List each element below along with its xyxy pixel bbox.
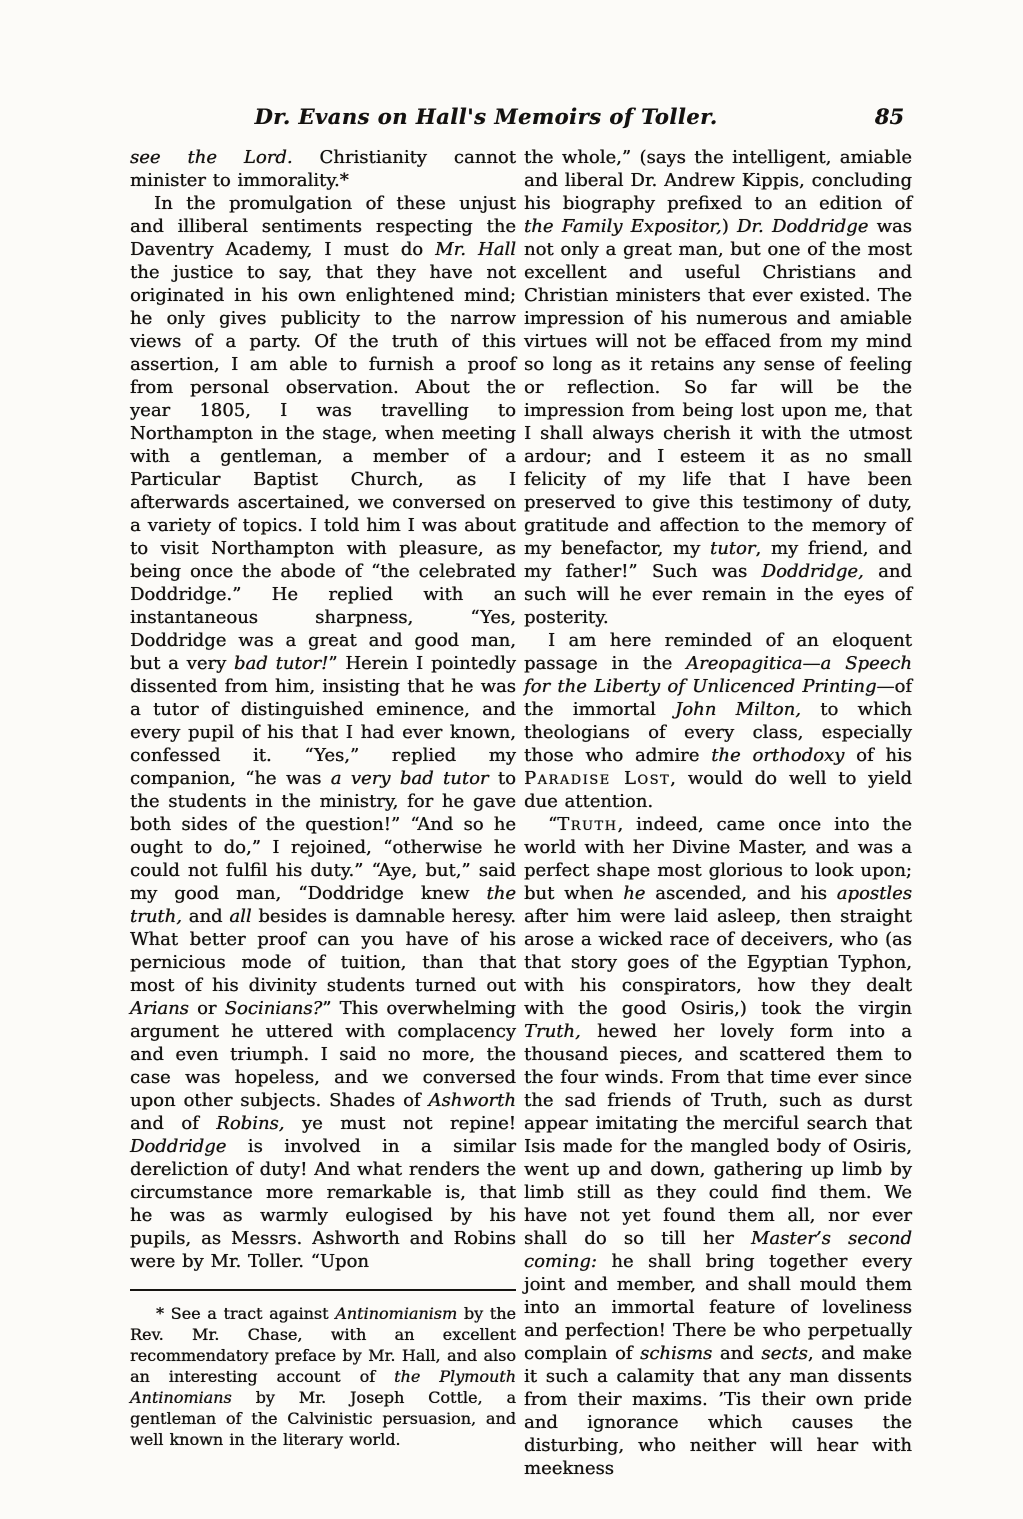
text-run: after him were laid asleep, then straight arose a wicked race of deceivers, who (as that story goes of the Egyptian Typhon, with his conspirators, how they dealt with the good Osiris,) took the virgin (524, 906, 912, 1019)
column-left (130, 146, 516, 1450)
text-run: Paradise Lost (524, 768, 671, 789)
page-number: 85 (874, 104, 904, 129)
column-right-text (524, 146, 912, 1480)
text-run: sects (761, 1343, 808, 1364)
text-run: see the Lord. (130, 147, 293, 168)
text-run: , would do well to yield due attention. (524, 768, 912, 812)
text-run: ” This overwhelming argument he uttered with complacency and even triumph. I said no more, the case was hopeless, and we conversed upon other subjects. Shades of (130, 998, 516, 1111)
text-run: he shall bring together every joint and member, and shall mould them into an immortal feature of loveliness and perfection! There be who perpetually complain of (524, 1251, 912, 1364)
text-run: and such will he ever remain in the eyes of posterity. (524, 561, 912, 628)
paragraph (524, 146, 912, 629)
text-run: John Milton, (675, 699, 801, 720)
text-run: schisms (640, 1343, 713, 1364)
text-run: Areopagitica—a Speech for the Liberty of Unlicenced Printing (524, 653, 912, 697)
text-run: , my friend, and my father!” Such was (524, 538, 913, 582)
text-run: ye must not repine! (284, 1113, 516, 1134)
text-run: the Family Expositor, (524, 216, 722, 237)
paragraph (130, 1303, 516, 1450)
text-run: hewed her lovely form into a thousand pieces, and scattered them to the four winds. From that time ever since the sad friends of Truth, such as durst appear imitating the merciful search that Isis made for the mangled body of Osiris, went up and down, gathering up limb by limb still as they could find them. We have not yet found them all, nor ever shall do so till her (524, 1021, 912, 1249)
text-run: and (712, 1343, 762, 1364)
text-run: a very bad tutor (330, 768, 489, 789)
text-run: is involved in a similar dereliction of duty! And what renders the circumstance more remarkable is, that he was as warmly eulogised by his pupils, as Messrs. Ashworth and Robins were by Mr. Toller. “Upon (130, 1136, 516, 1272)
footnote-block (130, 1289, 516, 1450)
text-run: Antinomianism (335, 1304, 458, 1323)
text-run: and of (130, 1113, 217, 1134)
text-run: ascended, and his (645, 883, 837, 904)
text-run: Dr. Doddridge (737, 216, 869, 237)
text-run: bad tutor! (234, 653, 329, 674)
text-run: I am here reminded of an eloquent passage in the (524, 630, 912, 674)
text-run: all (229, 906, 252, 927)
text-run: Socinians? (224, 998, 323, 1019)
text-run: Ashworth (428, 1090, 516, 1111)
running-title: Dr. Evans on Hall's Memoirs of Toller. (254, 104, 718, 129)
text-run: the Plymouth Antinomians (130, 1367, 516, 1407)
text-run: Arians (130, 998, 189, 1019)
text-run: —of the immortal (524, 676, 912, 720)
text-run: to which theologians of every class, especially those who admire (524, 699, 912, 766)
text-run: apostles (836, 883, 912, 904)
text-run: Doddridge (130, 1136, 227, 1157)
paragraph (524, 629, 912, 813)
text-run: Robins, (216, 1113, 285, 1134)
footnote-rule (130, 1289, 516, 1291)
text-run: , and make it such a calamity that any man dissents from their maxims. ’Tis their own pride and ignorance which causes the disturbing, who neither will hear with meekness (524, 1343, 912, 1479)
page-header (130, 104, 912, 138)
text-run: ” Herein I pointedly dissented from him, insisting that he was a tutor of distinguished eminence, and every pupil of his that I had ever known, confessed it. “Yes,” replied my companion, “he was (130, 653, 516, 789)
text-run: * See a tract against (156, 1304, 336, 1323)
text-run: besides is damnable heresy. What better proof can you have of his pernicious mode of tuition, than that most of his divinity students turned out (130, 906, 516, 996)
text-run: by the Rev. Mr. Chase, with an excellent recommendatory preface by Mr. Hall, and also an interesting account of (130, 1304, 516, 1386)
paragraph (524, 813, 912, 1480)
paragraph (130, 146, 516, 192)
text-run: Master’s second coming: (524, 1228, 912, 1272)
text-run: of his (844, 745, 913, 766)
text-run: and (181, 906, 230, 927)
column-right (524, 146, 912, 1480)
text-run: to the students in the ministry, for he gave both sides of the question!” “And so he ought to do,” I rejoined, “otherwise he could not fulfil his duty.” “Aye, but,” said my good man, “Doddridge knew (130, 768, 516, 904)
text-run: tutor (709, 538, 756, 559)
footnote (130, 1303, 516, 1450)
text-run: the truth, (130, 883, 516, 927)
text-run: by Mr. Joseph Cottle, a gentleman of the Calvinistic persuasion, and well known in the literary world. (130, 1388, 516, 1449)
text-run: the whole,” (says the intelligent, amiable and liberal Dr. Andrew Kippis, concluding his biography prefixed to an edition of (524, 147, 912, 214)
text-run: Doddridge, (761, 561, 864, 582)
text-run: ) (721, 216, 737, 237)
text-run: the justice to say, that they have not originated in his own enlightened mind; he only gives publicity to the narrow views of a party. Of the truth of this assertion, I am able to furnish a proof from personal observation. About the year 1805, I was travelling to Northampton in the stage, when meeting with a gentleman, a member of a Particular Baptist Church, as I afterwards ascertained, we conversed on a variety of topics. I told him I was about to visit Northampton with pleasure, as being once the abode of “the celebrated Doddridge.” He replied with an instantaneous sharpness, “Yes, Doddridge was a great and good man, but a very (130, 262, 516, 674)
paragraph (130, 192, 516, 1273)
text-run: was not only a great man, but one of the most excellent and useful Christians and Christian ministers that ever existed. The impression of his numerous and amiable virtues will not be effaced from my mind so long as it retains any sense of feeling or reflection. So far will be the impression from being lost upon me, that I shall always cherish it with the utmost ardour; and I esteem it as no small felicity of my life that I have been preserved to give this testimony of duty, gratitude and affection to the memory of my benefactor, my (524, 216, 912, 559)
text-run: In the promulgation of these unjust and illiberal sentiments respecting the Daventry Academy, I must do (130, 193, 516, 260)
text-run: , indeed, came once into the world with her Divine Master, and was a perfect shape most glorious to look upon; but when (524, 814, 912, 904)
text-run: Mr. Hall (435, 239, 516, 260)
text-run: Christianity cannot minister to immorality.* (130, 147, 516, 191)
text-run: Truth (557, 814, 618, 835)
column-left-text (130, 146, 516, 1273)
text-run: he (623, 883, 646, 904)
text-run: “ (548, 814, 558, 835)
text-run: Truth, (524, 1021, 581, 1042)
text-run: or (188, 998, 225, 1019)
text-run: the orthodoxy (711, 745, 845, 766)
